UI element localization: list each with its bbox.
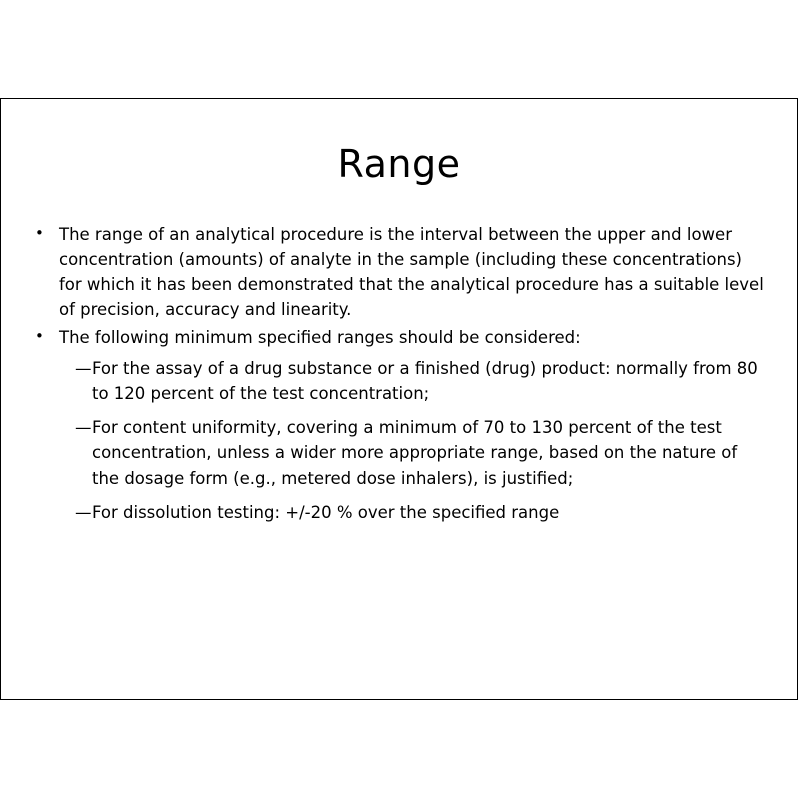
list-item-text: The range of an analytical procedure is the interval between the upper and lower concentration (amounts) of analyte in the sample (including these concentrations) for which it has been demonstrated that the analytical procedure has a suitable level of precision, accuracy and linearity. [59, 224, 764, 320]
slide [0, 98, 798, 700]
list-item-text: For the assay of a drug substance or a finished (drug) product: normally from 80 to 120 percent of the test concentration; [92, 359, 758, 404]
list-item [35, 222, 767, 322]
list-item [75, 415, 767, 490]
list-item [75, 356, 767, 406]
list-item-text: For content uniformity, covering a minimum of 70 to 130 percent of the test concentration, unless a wider more appropriate range, based on the nature of the dosage form (e.g., metered dose inhalers), is justified; [92, 418, 738, 488]
list-item-text: The following minimum specified ranges should be considered: [59, 328, 581, 348]
sub-list [35, 356, 767, 524]
list-item [35, 325, 767, 350]
slide-body [1, 222, 797, 525]
list-item-text: For dissolution testing: +/-20 % over the specified range [92, 502, 560, 522]
bullet-marker-icon: • [35, 327, 44, 346]
bullet-marker-icon: • [35, 223, 44, 242]
dash-marker-icon: — [75, 418, 92, 438]
page-title: Range [337, 142, 461, 186]
dash-marker-icon: — [75, 502, 92, 522]
dash-marker-icon: — [75, 359, 92, 379]
list-item [75, 500, 767, 525]
